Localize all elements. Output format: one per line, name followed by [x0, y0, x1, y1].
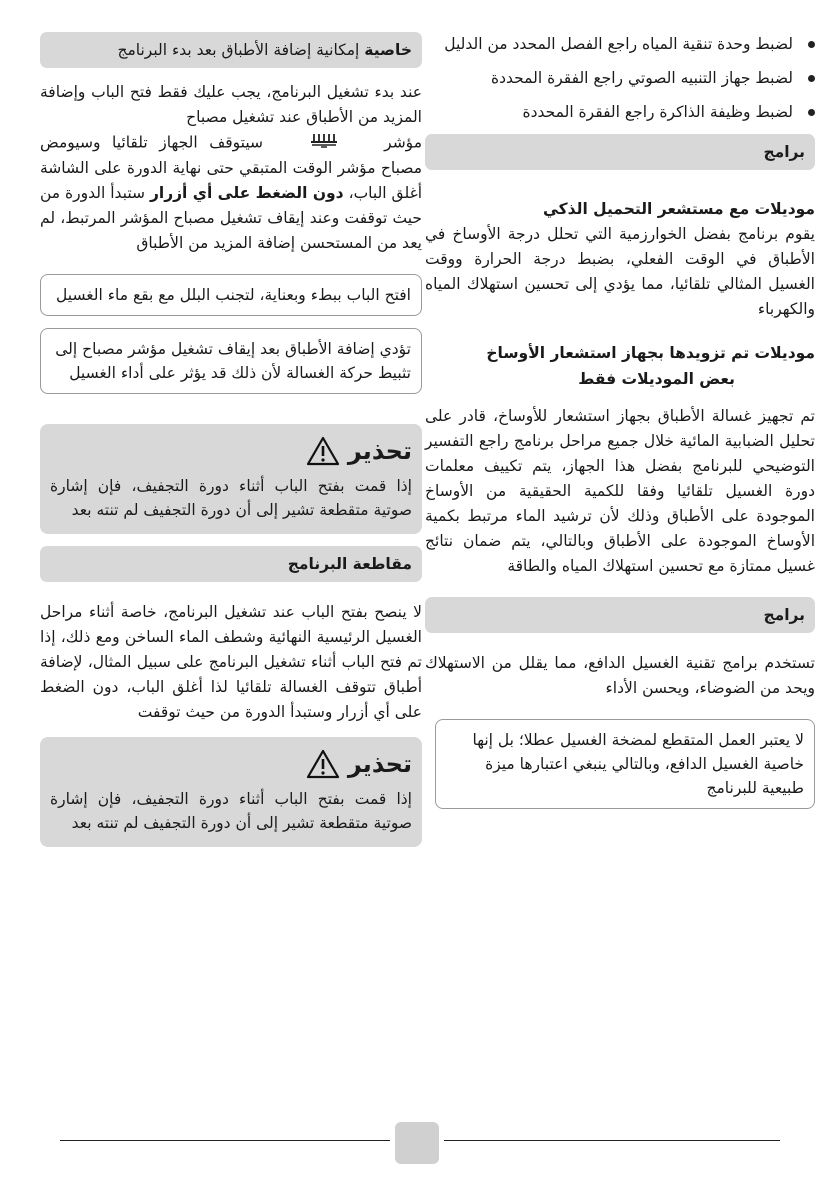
- heading-soil-sensor: موديلات تم تزويدها بجهاز استشعار الأوساخ: [486, 344, 815, 362]
- paragraph-soil-sensor: تم تجهيز غسالة الأطباق بجهاز استشعار للأوساخ، قادر على تحليل الضبابية المائية خلال جميع مراحل برنامج راجع التفسير التوضيحي للبرنامج بفضل هذا الجهاز، يتم تكييف معلمات دورة الغسيل تلقائيا وفقا للكمية الحقيقية من الأوساخ الموجودة على الأطباق وذلك لأن ترشيد الماء مرتبط بكمية الأوساخ الموجودة على الأطباق وبالتالي، يتم ضمان نتائج غسيل ممتازة مع تحسين استهلاك المياه والطاقة: [425, 407, 815, 575]
- section-bar-programs-2: برامج: [425, 597, 815, 633]
- heading-smart-sensor: موديلات مع مستشعر التحميل الذكي: [542, 200, 815, 218]
- list-item: لضبط جهاز التنبيه الصوتي راجع الفقرة المحددة: [425, 66, 815, 90]
- feature-label: خاصية: [364, 41, 412, 59]
- warning-text: إذا قمت بفتح الباب أثناء دورة التجفيف، فإن إشارة صوتية متقطعة تشير إلى أن دورة التجفيف لم تنته بعد: [50, 477, 412, 519]
- list-item: لضبط وظيفة الذاكرة راجع الفقرة المحددة: [425, 100, 815, 124]
- note-indicator-off: تؤدي إضافة الأطباق بعد إيقاف تشغيل مؤشر مصباح إلى تثبيط حركة الغسالة لأن ذلك قد يؤثر على أداء الغسيل: [40, 328, 422, 394]
- paragraph-smart-sensor: يقوم برنامج بفضل الخوارزمية التي تحلل درجة الأوساخ في الأطباق في الوقت الفعلي، بضبط درجة الحرارة ووقت الغسيل المثالي تلقائيا، مما يؤدي إلى تحسين استهلاك المياه والكهرباء: [425, 225, 815, 318]
- section-bar-programs: برامج: [425, 134, 815, 170]
- heading-some-models: بعض الموديلات فقط: [578, 370, 735, 388]
- note-open-slowly: افتح الباب ببطء وبعناية، لتجنب البلل مع بقع ماء الغسيل: [40, 274, 422, 316]
- section-bar-interrupt: مقاطعة البرنامج: [40, 546, 422, 582]
- settings-list: [425, 32, 815, 124]
- warning-title-2: تحذير: [50, 747, 412, 781]
- feature-bar-add-dishes: [40, 32, 422, 68]
- warning-triangle-icon: [306, 749, 340, 779]
- warning-triangle-icon: [306, 436, 340, 466]
- list-item: لضبط وحدة تنقية المياه راجع الفصل المحدد من الدليل: [425, 32, 815, 56]
- bullet-icon: [808, 109, 815, 116]
- bullet-icon: [808, 41, 815, 48]
- warning-title: تحذير: [50, 434, 412, 468]
- footer-rule-right: [444, 1140, 780, 1141]
- paragraph-pulse-wash: تستخدم برامج تقنية الغسيل الدافع، مما يقلل من الاستهلاك ويحد من الضوضاء، ويحسن الأداء: [425, 654, 815, 697]
- paragraph-add-dishes: عند بدء تشغيل البرنامج، يجب عليك فقط فتح الباب وإضافة المزيد من الأطباق عند تشغيل مصباح مؤشر سيتوقف الجهاز تلقائيا وسيومض مصباح مؤشر الوقت المتبقي حتى نهاية الدورة على الشاشة أغلق الباب، دون الضغط على أي أزرار ستبدأ الدورة من حيث توقفت وعند إيقاف تشغيل مصباح المؤشر المرتبط، لم يعد من المستحسن إضافة المزيد من الأطباق: [40, 83, 423, 252]
- warning-text-2: إذا قمت بفتح الباب أثناء دورة التجفيف، فإن إشارة صوتية متقطعة تشير إلى أن دورة التجفيف لم تنته بعد: [50, 790, 412, 832]
- page-number-box: [395, 1122, 439, 1164]
- footer-rule-left: [60, 1140, 390, 1141]
- right-column: [425, 32, 815, 821]
- paragraph-interrupt: لا ينصح بفتح الباب عند تشغيل البرنامج، خاصة أثناء مراحل الغسيل الرئيسية النهائية وشطف الماء الساخن ومع ذلك، إذا تم فتح الباب أثناء تشغيل البرنامج على سبيل المثال، لإضافة أطباق تتوقف الغسالة تلقائيا لذا أغلق الباب، دون الضغط على أي أزرار وستبدأ الدورة من حيث توقفت: [40, 603, 422, 721]
- left-column: [40, 32, 422, 859]
- note-pulse-pump: لا يعتبر العمل المتقطع لمضخة الغسيل عطلا؛ بل إنها خاصية الغسيل الدافع، وبالتالي ينبغي اعتبارها ميزة طبيعية للبرنامج: [435, 719, 815, 809]
- feature-text: إمكانية إضافة الأطباق بعد بدء البرنامج: [117, 41, 365, 59]
- warning-box-2: [40, 737, 422, 847]
- warning-box: [40, 424, 422, 534]
- bullet-icon: [808, 75, 815, 82]
- dish-rack-icon: [309, 130, 339, 156]
